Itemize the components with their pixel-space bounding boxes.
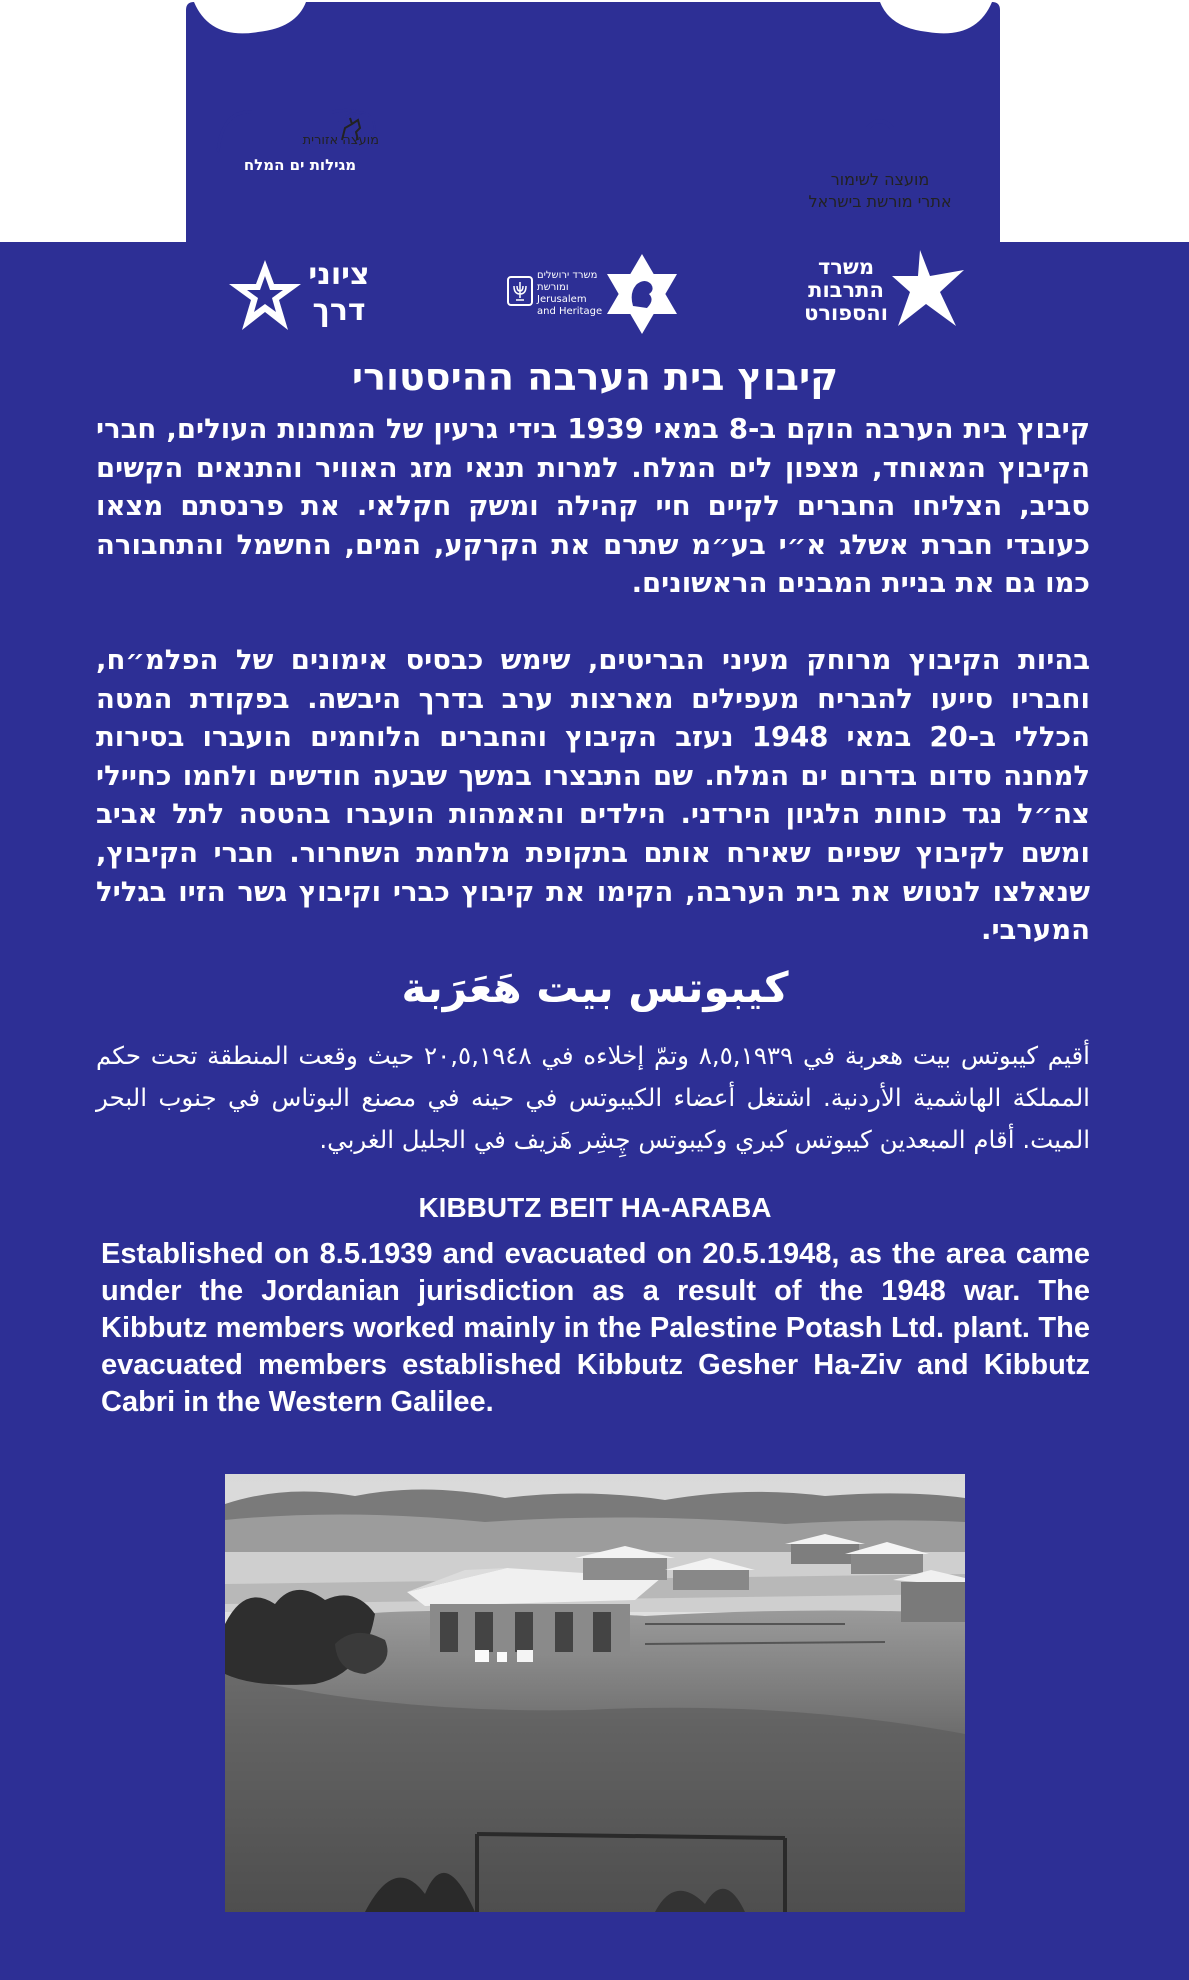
english-title: KIBBUTZ BEIT HA-ARABA (418, 1192, 772, 1223)
jerusalem-heritage-logo (505, 252, 681, 336)
jerusalem-ministry-en-line2: and Heritage (537, 306, 603, 317)
culture-ministry-line3: והספורט (804, 301, 888, 325)
preservation-council-line1: מועצה לשימור (830, 170, 930, 189)
hebrew-title: קיבוץ בית הערבה ההיסטורי (351, 355, 839, 399)
arabic-paragraph: أقيم كيبوتس بيت هعربة في ٨,٥,١٩٣٩ وتمّ إخلاءه في ٢٠,٥,١٩٤٨ حيث وقعت المنطقة تحت حكم المملكة الهاشمية الأردنية. اشتغل أعضاء الكيبوتس في حينه في مصنع البوتاس في جنوب البحر الميت. أقام المبعدين كيبوتس كبري وكيبوتس چِشِر هَزيف في الجليل الغربي. (96, 1041, 1090, 1154)
culture-sport-ministry-logo (800, 244, 968, 336)
mountain-ibex-icon (212, 100, 387, 160)
culture-ministry-line2: התרבות (808, 278, 884, 302)
jerusalem-ministry-he-line2: ומורשת (537, 282, 569, 293)
culture-ministry-line1: משרד (817, 255, 875, 279)
historical-kibbutz-photo (225, 1474, 965, 1912)
arabic-title: كيبوتس بيت هَعَرَبة (401, 963, 789, 1012)
regional-council-small-label: מועצה אזורית (302, 133, 379, 148)
english-paragraph: Established on 8.5.1939 and evacuated on 20.5.1948, as the area came under the Jordanian jurisdiction as a result of the 1948 war. The Kibbutz members worked mainly in the Palestine Potash Ltd. plant. The evacuated members established Kibbutz Gesher Ha-Ziv and Kibbutz Cabri in the Western Galilee. (101, 1238, 1090, 1418)
jerusalem-ministry-he-line1: משרד ירושלים (537, 270, 598, 281)
zioni-derech-line1: ציוני (308, 257, 370, 292)
zioni-derech-line2: דרך (312, 293, 366, 328)
zioni-derech-logo (225, 258, 377, 334)
star-of-david-lion-icon (603, 252, 681, 336)
menorah-emblem-icon (507, 276, 533, 306)
jerusalem-ministry-en-line1: Jerusalem (537, 294, 587, 305)
regional-council-name: מגילות ים המלח (221, 152, 379, 178)
castle-icon (828, 70, 932, 162)
star-figure-icon (225, 258, 305, 334)
star-figure-icon (890, 246, 968, 332)
regional-council-logo (212, 100, 387, 182)
hebrew-paragraph-1: קיבוץ בית הערבה הוקם ב-8 במאי 1939 בידי גרעין של המחנות העולים, חברי הקיבוץ המאוחד, מצפון לים המלח. למרות תנאי מזג האוויר והתנאים הקשים סביב, הצליחו החברים לקיים חיי קהילה ומשק חקלאי. את פרנסתם מצאו כעובדי חברת אשלג א״י בע״מ שתרם את הקרקע, המים, החשמל והתחבורה כמו גם את בניית המבנים הראשונים. (96, 413, 1090, 600)
hebrew-paragraph-2: בהיות הקיבוץ מרוחק מעיני הבריטים, שימש כבסיס אימונים של הפלמ״ח, וחבריו סייעו להבריח מעפילים מארצות ערב בדרך היבשה. בפקודת המטה הכללי ב-20 במאי 1948 נעזב הקיבוץ והחברים הלוחמים הועברו בסירות למחנה סדום בדרום ים המלח. שם התבצרו במשך שבעה חודשים ולחמו כחיילי צה״ל נגד כוחות הלגיון הירדני. הילדים והאמהות הועברו בהטסה לתל אביב ומשם לקיבוץ שפיים שאירח אותם בתקופת מלחמת השחרור. חברי הקיבוץ, שנאלצו לנטוש את בית הערבה, הקימו את קיבוץ כברי וקיבוץ גשר הזיו בגליל המערבי. (96, 644, 1090, 947)
preservation-council-line2: אתרי מורשת בישראל (808, 192, 952, 211)
